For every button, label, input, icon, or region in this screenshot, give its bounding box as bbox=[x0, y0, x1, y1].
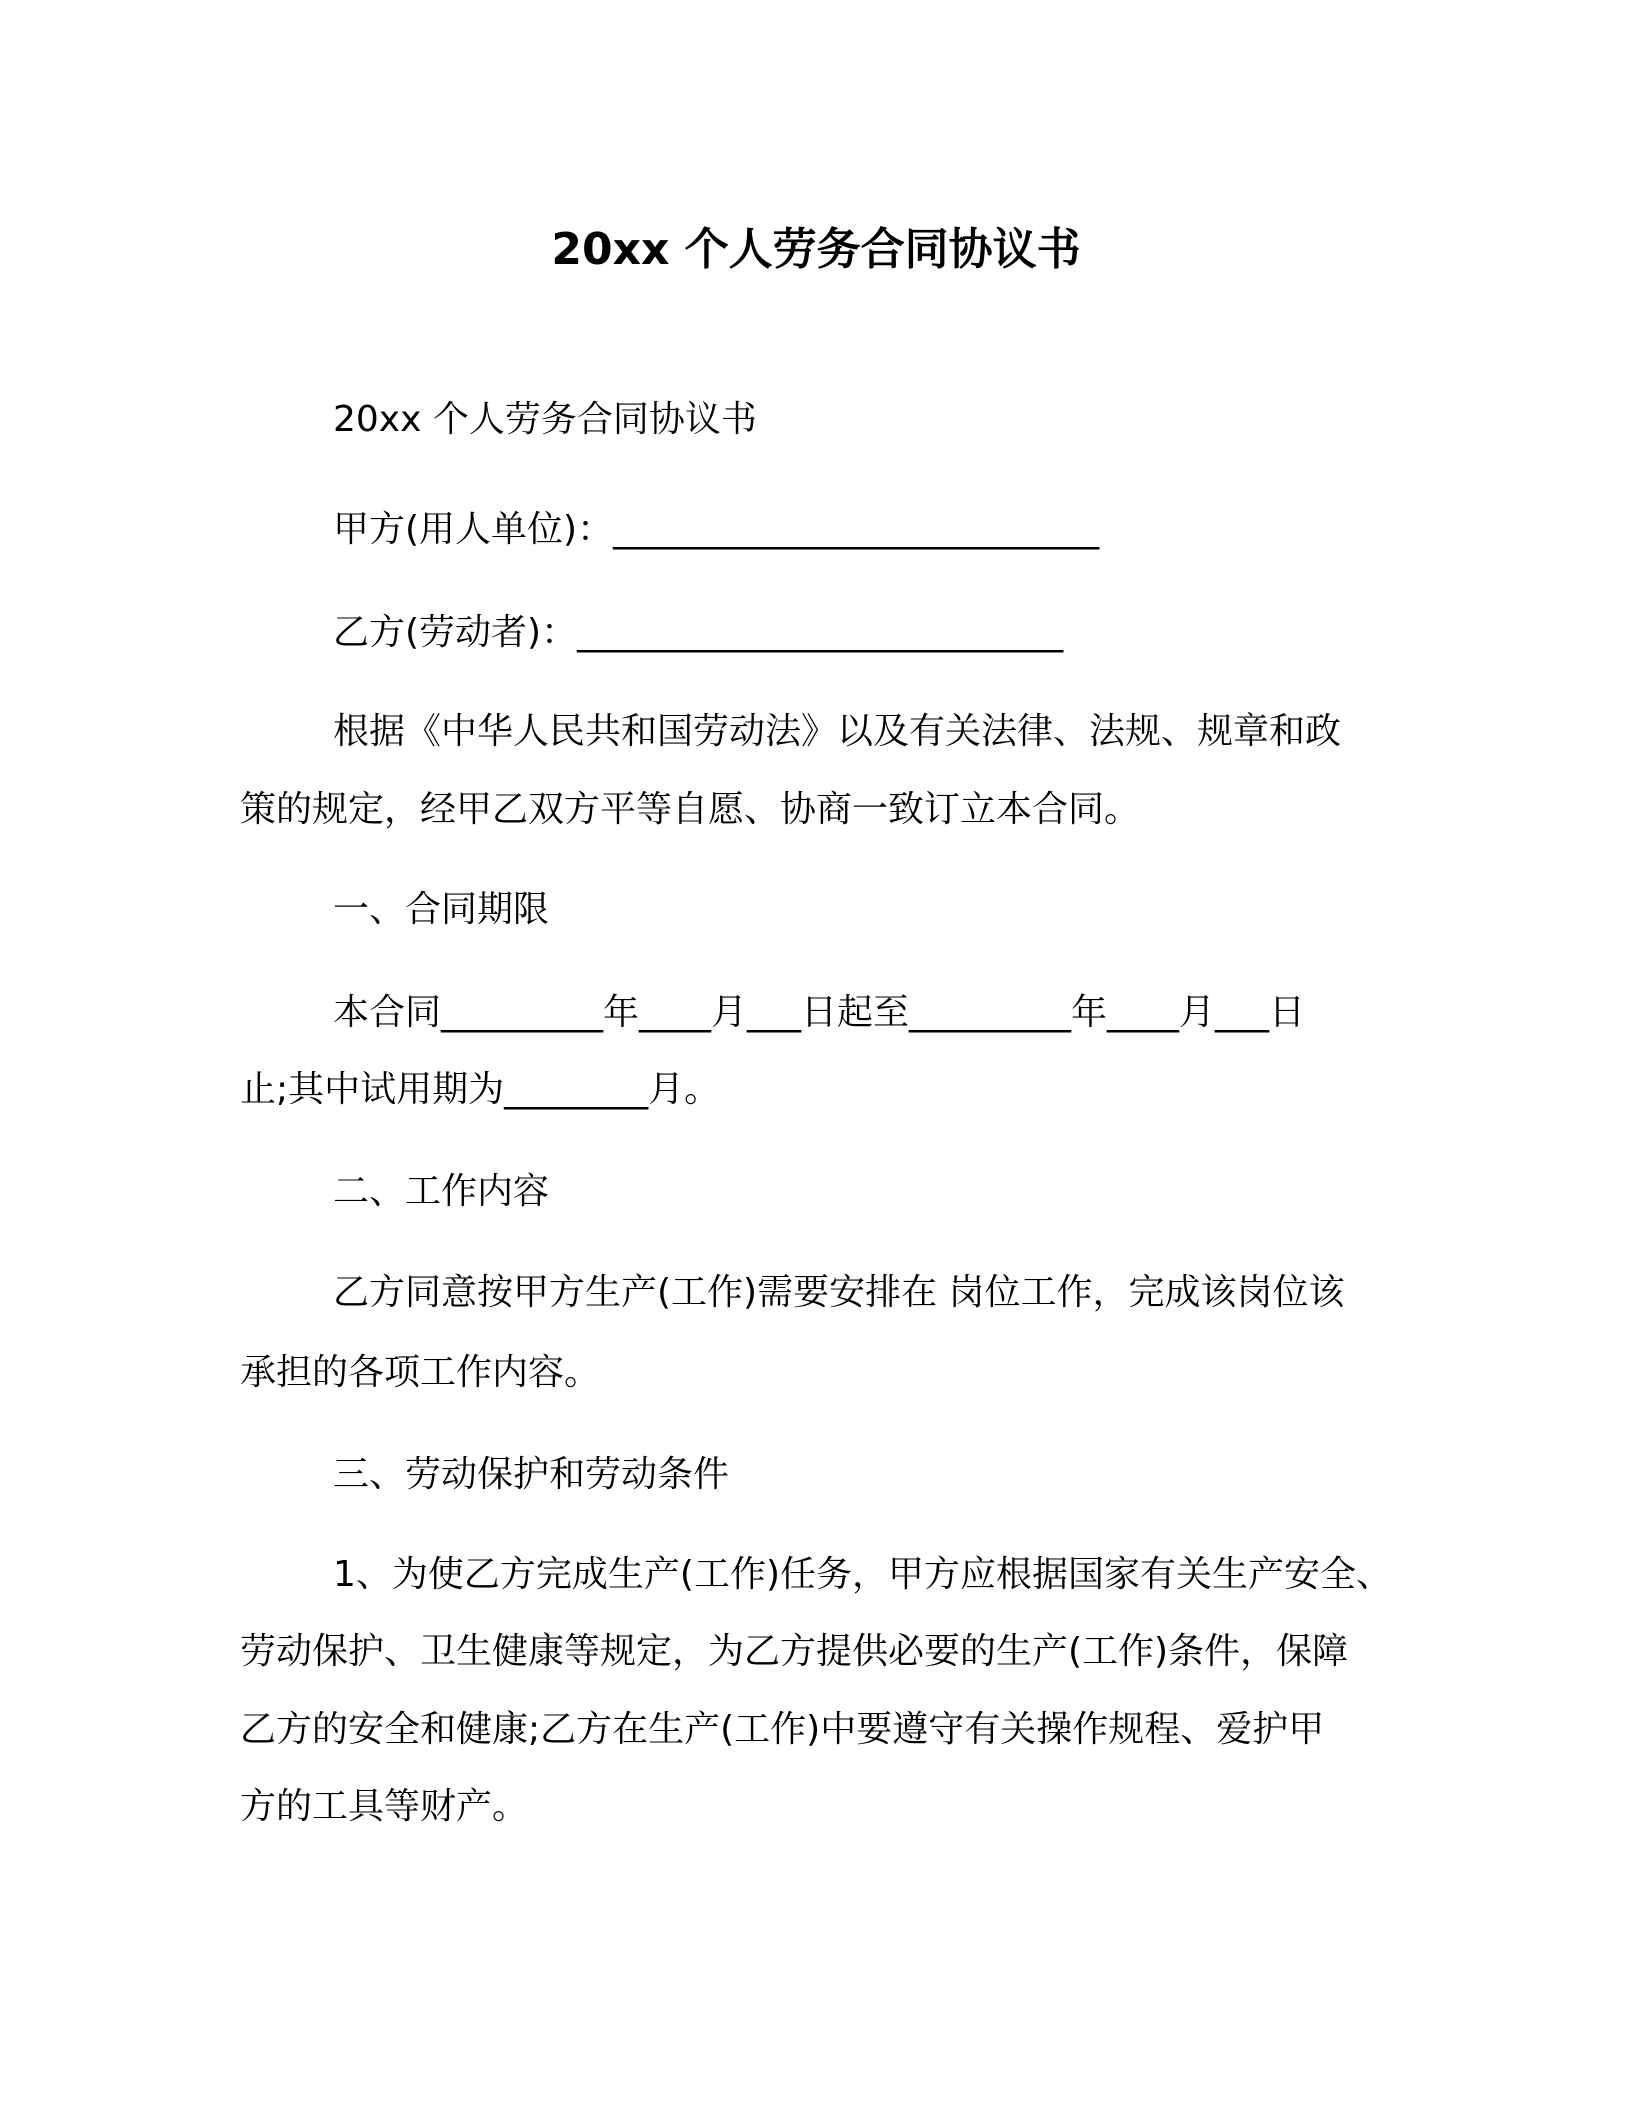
section-2-line-1: 乙方同意按甲方生产(工作)需要安排在 岗位工作，完成该岗位该 bbox=[333, 1272, 1345, 1313]
section-1-heading: 一、合同期限 bbox=[333, 889, 550, 930]
subtitle-line: 20xx 个人劳务合同协议书 bbox=[333, 399, 757, 440]
preamble-line-1: 根据《中华人民共和国劳动法》以及有关法律、法规、规章和政 bbox=[333, 711, 1342, 752]
section-1-line-2: 止;其中试用期为________月。 bbox=[240, 1069, 721, 1110]
section-3-line-3: 乙方的安全和健康;乙方在生产(工作)中要遵守有关操作规程、爱护甲 bbox=[240, 1709, 1325, 1750]
section-3-line-1: 1、为使乙方完成生产(工作)任务，甲方应根据国家有关生产安全、 bbox=[333, 1554, 1392, 1595]
section-2-line-2: 承担的各项工作内容。 bbox=[240, 1352, 601, 1393]
section-3-line-4: 方的工具等财产。 bbox=[240, 1786, 529, 1827]
party-a-line: 甲方(用人单位)：___________________________ bbox=[333, 509, 1100, 550]
party-b-line: 乙方(劳动者)：___________________________ bbox=[333, 612, 1064, 653]
document-title: 20xx 个人劳务合同协议书 bbox=[551, 224, 1081, 275]
section-1-line-1: 本合同_________年____月___日起至_________年____月___日 bbox=[333, 992, 1306, 1033]
preamble-line-2: 策的规定，经甲乙双方平等自愿、协商一致订立本合同。 bbox=[240, 789, 1141, 830]
section-3-heading: 三、劳动保护和劳动条件 bbox=[333, 1454, 730, 1495]
section-3-line-2: 劳动保护、卫生健康等规定，为乙方提供必要的生产(工作)条件，保障 bbox=[240, 1631, 1349, 1672]
section-2-heading: 二、工作内容 bbox=[333, 1171, 550, 1212]
